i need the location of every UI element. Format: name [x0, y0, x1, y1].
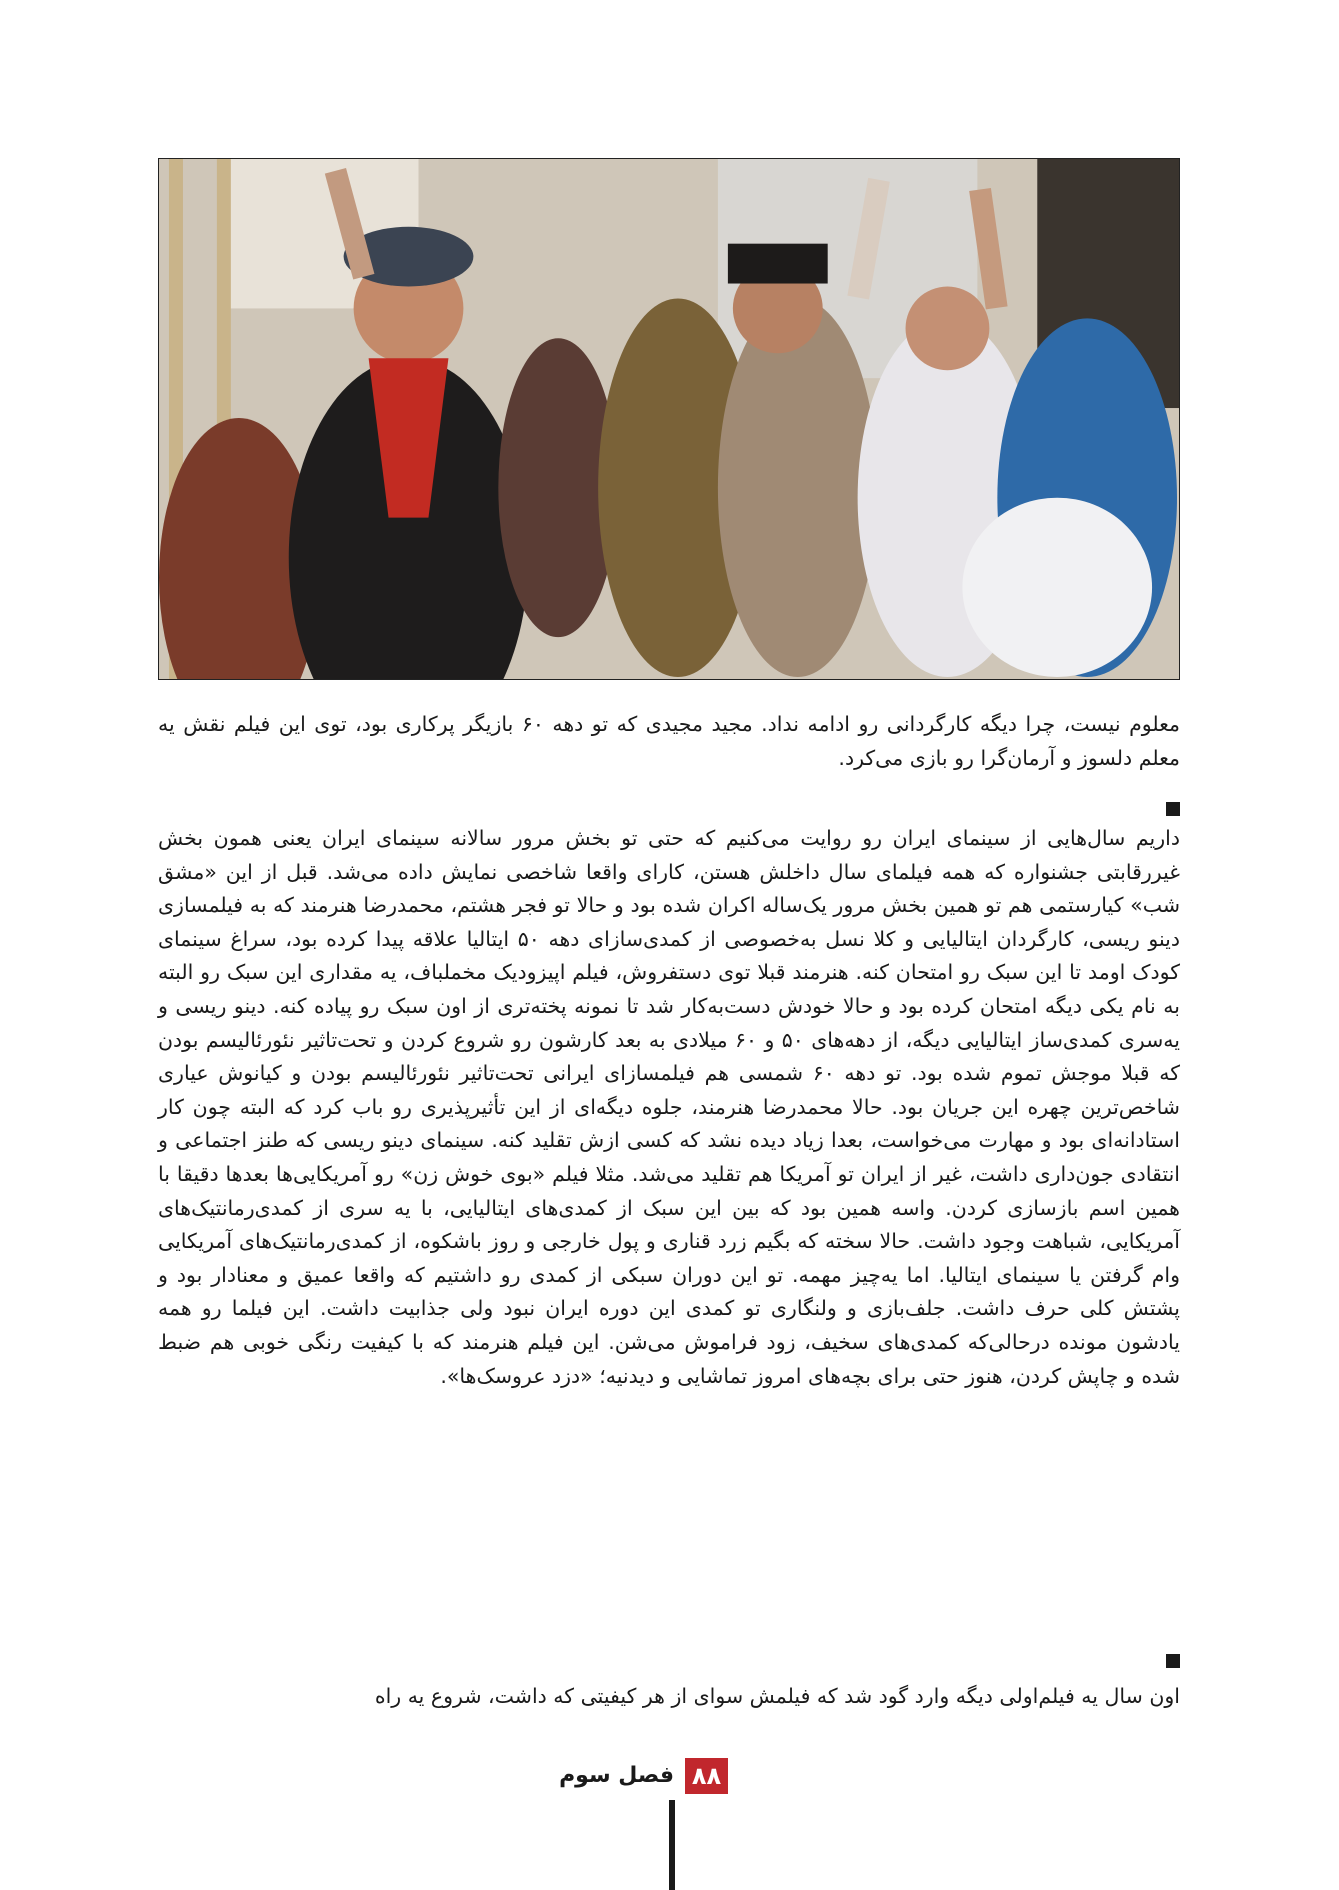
film-still-photo — [158, 158, 1180, 680]
body-paragraph-2: اون سال یه فیلم‌اولی دیگه وارد گود شد که فیلمش سوای از هر کیفیتی که داشت، شروع یه راه — [374, 1684, 1180, 1708]
photo-figure-coat — [718, 298, 878, 677]
photo-caption: معلوم نیست، چرا دیگه کارگردانی رو ادامه نداد. مجید مجیدی که تو دهه ۶۰ بازیگر پرکاری بود، توی این فیلم نقش یه معلم دلسوز و آرمان‌گرا رو بازی می‌کرد. — [158, 712, 1181, 770]
photo-figure-hat — [728, 244, 828, 284]
page-number: ۸۸ — [685, 1758, 728, 1794]
photo-white-bundle — [962, 498, 1152, 677]
footer-rule — [669, 1800, 675, 1890]
photo-figure-gray-hair-head — [906, 287, 990, 371]
paragraph-bullet-icon — [1166, 1654, 1180, 1668]
paragraph-bullet-icon — [1166, 802, 1180, 816]
chapter-title: فصل سوم — [559, 1763, 674, 1788]
body-paragraph-1: داریم سال‌هایی از سینمای ایران رو روایت می‌کنیم که حتی تو بخش مرور سالانه سینمای ایران یعنی همون بخش غیررقابتی جشنواره که همه فیلمای سال داخلش هستن، کارای واقعا شاخصی نمایش داده می‌شد. قبل از این «مشق شب» کیارستمی هم تو همین بخش مرور یک‌ساله اکران شده بود و حالا تو فجر هشتم، محمدرضا هنرمند که به فیلمسازی دینو ریسی، کارگردان ایتالیایی و کلا نسل به‌خصوصی از کمدی‌سازای دهه ۵۰ ایتالیا علاقه پیدا کرده بود، سراغ سینمای کودک اومد تا این سبک رو امتحان کنه. هنرمند قبلا توی دستفروش، فیلم اپیزودیک مخملباف، یه مقداری این سبک رو البته به نام یکی دیگه امتحان کرده بود و حالا خودش دست‌به‌کار شد تا نمونه پخته‌تری از اون سبک رو پیاده کنه. دینو ریسی و یه‌سری کمدی‌ساز ایتالیایی دیگه، از دهه‌های ۵۰ و ۶۰ میلادی به بعد کارشون رو شروع کردن و تحت‌تاثیر نئورئالیسم بودن که قبلا موجش تموم شده بود. تو دهه ۶۰ شمسی هم فیلمسازای ایرانی تحت‌تاثیر نئورئالیسم بودن و کیانوش عیاری شاخص‌ترین چهره این جریان بود. حالا محمدرضا هنرمند، جلوه دیگه‌ای از این تأثیرپذیری رو باب کرد که البته چون کار استادانه‌ای بود و مهارت می‌خواست، بعدا زیاد دیده نشد که کسی ازش تقلید کنه. سینمای دینو ریسی که طنز اجتماعی و انتقادی جون‌داری داشت، غیر از ایران تو آمریکا هم تقلید می‌شد. مثلا فیلم «بوی خوش زن» رو آمریکایی‌ها بعدها دقیقا با همین اسم بازسازی کردن. واسه همین بود که بین این سبک از کمدی‌های ایتالیایی، با یه سری از کمدی‌رمانتیک‌های آمریکایی، شباهت وجود داشت. حالا سخته که بگیم زرد قناری و پول خارجی و روز باشکوه، از کمدی‌رمانتیک‌های آمریکایی وام گرفتن یا سینمای ایتالیا. اما یه‌چیز مهمه. تو این دوران سبکی از کمدی رو داشتیم که واقعا عمیق و معنادار بود و پشتش کلی حرف داشت. جلف‌بازی و ولنگاری تو کمدی این دوره ایران نبود ولی جذابیت داشت. این فیلما رو همه یادشون مونده درحالی‌که کمدی‌های سخیف، زود فراموش می‌شن. این فیلم هنرمند که با کیفیت رنگی خوبی هم ضبط شده و چاپش کردن، هنوز حتی برای بچه‌های امروز تماشایی و دیدنیه؛ «دزد عروسک‌ها». — [158, 826, 1180, 1388]
film-still-illustration — [159, 159, 1179, 679]
